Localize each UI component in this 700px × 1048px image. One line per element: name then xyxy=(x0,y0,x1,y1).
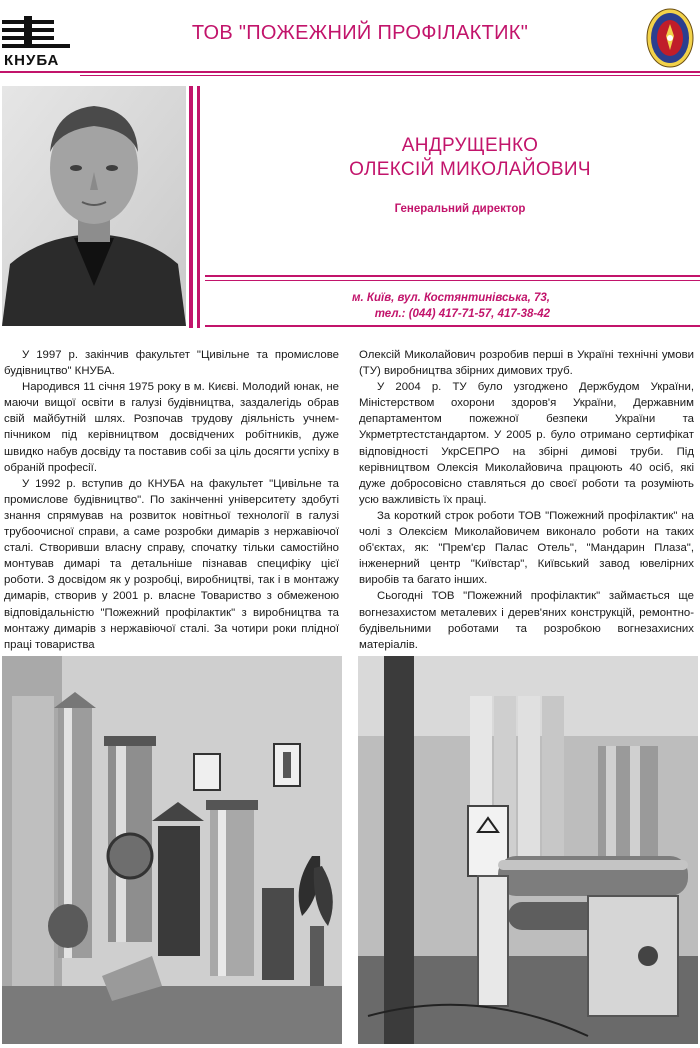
knuba-logo-icon xyxy=(2,10,72,50)
person-given-names: ОЛЕКСІЙ МИКОЛАЙОВИЧ xyxy=(349,159,591,180)
contact-block xyxy=(300,290,550,322)
paragraph: У 1997 р. закінчив факультет "Цивільне та промислове будівництво" КНУБА. xyxy=(4,349,339,378)
article-column-right xyxy=(359,347,694,653)
portrait-photo xyxy=(2,86,186,326)
person-name xyxy=(310,134,630,182)
knuba-logo xyxy=(2,10,72,69)
workshop-photo xyxy=(358,656,698,1044)
page-header xyxy=(0,0,700,82)
paragraph: У 2004 р. ТУ було узгоджено Держбудом України, Міністерством охорони здоров'я України, Державним департаментом пожежної безпеки України та Укрметртестстандартом. У 2005 р. було отримано сертифікат відповідності УкрСЕПРО на збірні димові труби. Під керівництвом Олексія Миколайовича працюють 40 осіб, які дуже добросовісно ставляться до своєї роботи та розуміють усю важливість їх праці. xyxy=(359,381,694,506)
university-emblem-icon xyxy=(645,6,695,70)
person-position: Генеральний директор xyxy=(394,203,526,215)
accent-bar xyxy=(189,86,193,328)
header-rule xyxy=(0,71,700,73)
person-surname: АНДРУЩЕНКО xyxy=(401,135,539,156)
company-title: ТОВ "ПОЖЕЖНИЙ ПРОФІЛАКТИК" xyxy=(191,22,529,44)
header-rule-thin xyxy=(80,75,700,76)
section-rule-thin xyxy=(205,280,700,281)
phone-text: тел.: (044) 417-71-57, 417-38-42 xyxy=(374,308,550,320)
accent-bar-thin xyxy=(197,86,200,328)
chimney-products-photo xyxy=(2,656,342,1044)
section-rule xyxy=(205,275,700,277)
section-rule-bottom xyxy=(205,325,700,327)
paragraph: Сьогодні ТОВ "Пожежний профілактик" займається ще вогнезахистом металевих і дерев'яних конструкцій, ремонтно-будівельними роботами та розробкою вогнезахисних матеріалів. xyxy=(359,590,694,651)
paragraph: За короткий строк роботи ТОВ "Пожежний профілактик" на чолі з Олексієм Миколайовичем виконало роботи на таких об'єктах, як: "Прем'єр Палас Отель", "Мандарин Плаза", інженерний центр "Київстар", Київський завод ювелірних виробів та багато інших. xyxy=(359,509,694,587)
paragraph: У 1992 р. вступив до КНУБА на факультет "Цивільне та промислове будівництво". По закінченні університету здобуті знання спрямував на розвиток новітньої технології в галузі трубоочисної справи, а саме розробки димарів з нержавіючої сталі. Створивши власну справу, спочатку тільки самостійно монтував димарі та детальніше пізнавав специфіку цієї роботи. З досвідом як у розробці, виробництві, так і в монтажу димарів, створив у 2001 р. власне Товариство з обмеженою відповідальністю "Пожежний профілактик" з виробництва та монтажу димарів з нержавіючої сталі. За чотири роки плідної праці товариства xyxy=(4,477,339,651)
logo-text: КНУБА xyxy=(4,52,60,69)
address-text: м. Київ, вул. Костянтинівська, 73, xyxy=(352,292,550,304)
paragraph: Олексій Миколайович розробив перші в Україні технічні умови (ТУ) виробництва збірних димових труб. xyxy=(359,349,694,378)
article-column-left xyxy=(4,347,339,653)
paragraph: Народився 11 січня 1975 року в м. Києві. Молодий юнак, не маючи вищої освіти в галузі будівництва, заздалегідь обрав свій майбутній шлях. Розпочав трудову діяльність учнем-пічником під керівництвом досвідчених робітників, дуже швидко набув досвіду та поставив собі за ціль досягти успіху в обраній професії. xyxy=(4,381,339,474)
